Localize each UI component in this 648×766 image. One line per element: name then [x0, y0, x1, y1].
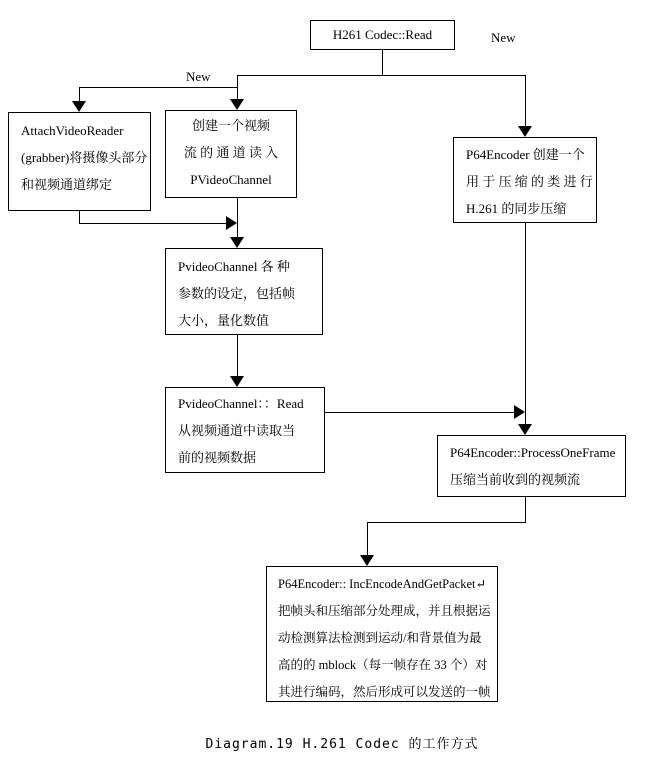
node-text: 和视频通道绑定	[21, 177, 113, 192]
node-text: H261 Codec::Read	[332, 27, 433, 42]
node-text: 参数的设定，包括帧	[178, 286, 296, 301]
node-text: 动检测算法检测到运动/和背景值为最	[278, 631, 482, 645]
node-inc-encode-packet	[266, 566, 498, 702]
node-text: 流 的 通 道 读 入	[183, 145, 279, 160]
connector-line	[237, 198, 238, 238]
node-p64encoder-create	[453, 137, 597, 223]
node-text: PvideoChannel：：Read	[178, 396, 304, 411]
connector-line	[79, 87, 238, 88]
connector-line	[525, 75, 526, 127]
node-text: AttachVideoReader	[21, 123, 124, 138]
node-text: P64Encoder::ProcessOneFrame	[450, 445, 616, 460]
connector-line	[79, 87, 80, 102]
node-text: (grabber)将摄像头部分	[21, 150, 148, 165]
connector-line	[525, 497, 526, 523]
connector-line	[525, 223, 526, 425]
arrowhead-down-icon	[72, 101, 86, 112]
node-text: 用 于 压 缩 的 类 进 行	[466, 174, 593, 189]
node-text: 压缩当前收到的视频流	[450, 472, 581, 487]
connector-line	[382, 50, 383, 75]
arrowhead-down-icon	[518, 424, 532, 435]
arrowhead-down-icon	[230, 237, 244, 248]
arrowhead-right-icon	[226, 216, 237, 230]
node-text: P64Encoder:: IncEncodeAndGetPacket↵	[278, 577, 486, 591]
node-text: 把帧头和压缩部分处理成，并且根据运	[278, 604, 491, 618]
arrowhead-down-icon	[230, 99, 244, 110]
node-process-one-frame	[437, 435, 626, 497]
node-text: 从视频通道中读取当	[178, 423, 296, 438]
connector-line	[325, 412, 515, 413]
node-pvideochannel-params	[165, 248, 323, 335]
node-pvideochannel-read	[165, 387, 325, 473]
node-text: PVideoChannel	[190, 172, 272, 187]
node-text: 创建一个视频	[191, 118, 270, 133]
node-text: H.261 的同步压缩	[466, 201, 567, 216]
connector-line	[237, 335, 238, 377]
arrowhead-right-icon	[514, 405, 525, 419]
node-attach-video-reader	[8, 112, 151, 211]
arrowhead-down-icon	[360, 555, 374, 566]
connector-line	[367, 522, 368, 556]
branch-label-new-right: New	[491, 30, 516, 45]
node-create-video-channel	[165, 110, 297, 198]
node-text: PvideoChannel 各 种	[178, 259, 290, 274]
diagram-caption: Diagram.19 H.261 Codec 的工作方式	[205, 737, 479, 752]
connector-line	[79, 223, 227, 224]
branch-label-new-left: New	[186, 69, 211, 84]
node-text: 其进行编码，然后形成可以发送的一帧	[278, 685, 491, 699]
node-text: 前的视频数据	[178, 450, 257, 465]
connector-line	[237, 75, 526, 76]
node-h261-codec-read	[310, 20, 455, 50]
node-text: P64Encoder 创建一个	[466, 147, 585, 162]
arrowhead-down-icon	[518, 126, 532, 137]
node-text: 大小，量化数值	[178, 313, 270, 328]
node-text: 高的的 mblock（每一帧存在 33 个）对	[278, 658, 488, 672]
arrowhead-down-icon	[230, 376, 244, 387]
connector-line	[367, 522, 526, 523]
